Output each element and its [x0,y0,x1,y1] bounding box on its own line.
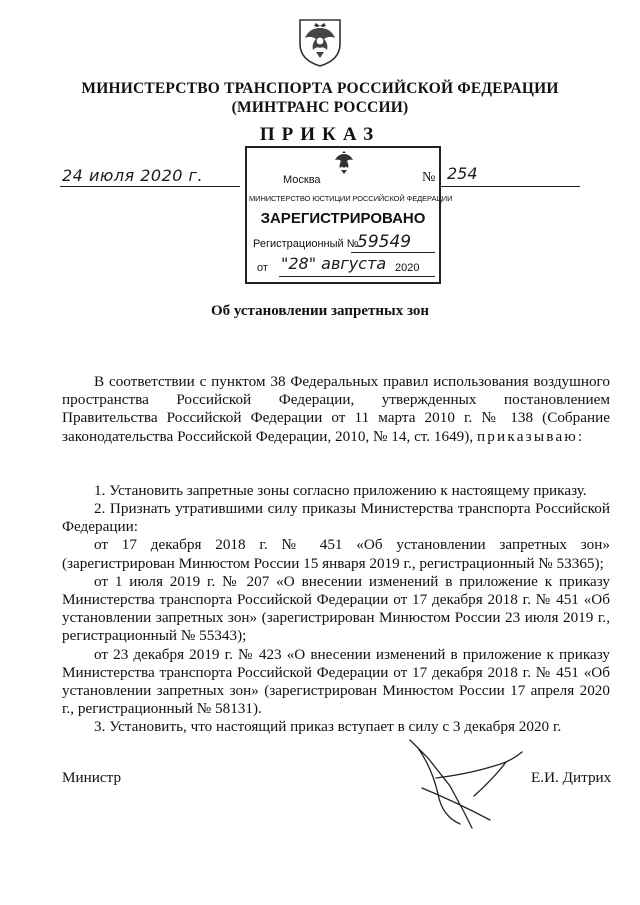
order-word: приказываю: [476,427,585,445]
preamble-text: В соответствии с пунктом 38 Федеральных правил использования воздушного пространства Российской Федерации, утвержденных постановлением Правительства Российской Федерации от 11 марта 2010 г. № 138 (Собрание законодательства Российской Федерации, 2010, № 14, ст. 1649), [62,373,610,445]
stamp-registration-number: 59549 [357,232,412,252]
order-number-label: № [422,170,436,185]
stamp-date: "28" августа [281,254,387,273]
stamp-city: Москва [283,174,321,186]
order-item-2a: от 17 декабря 2018 г. № 451 «Об установлении запретных зон» (зарегистрирован Минюстом России 15 января 2019 г., регистрационный № 53365); [62,536,610,572]
order-item-2: 2. Признать утратившими силу приказы Министерства транспорта Российской Федерации: [62,500,610,536]
stamp-registration-underline [351,252,435,253]
date-underline [60,186,240,187]
preamble-paragraph [62,373,610,446]
coat-of-arms-icon [296,14,344,68]
signer-name: Е.И. Дитрих [531,769,612,786]
stamp-registration-label: Регистрационный № [253,238,359,250]
order-item-1: 1. Установить запретные зоны согласно приложению к настоящему приказу. [94,481,587,499]
stamp-organization: МИНИСТЕРСТВО ЮСТИЦИИ РОССИЙСКОЙ ФЕДЕРАЦИИ [249,194,453,203]
order-subject: Об установлении запретных зон [210,303,430,319]
number-underline [440,186,580,187]
order-item-3: 3. Установить, что настоящий приказ вступает в силу с 3 декабря 2020 г. [94,718,562,736]
stamp-date-prefix: от [257,262,268,274]
order-item-2b: от 1 июля 2019 г. № 207 «О внесении изменений в приложение к приказу Министерства транспорта Российской Федерации от 17 декабря 2018 г. № 451 «Об установлении запретных зон» (зарегистрирован Минюстом России 23 июля 2019 г., регистрационный № 55343); [62,572,610,645]
signature-icon [398,738,528,830]
order-body [62,373,610,737]
stamp-year: 2020 [395,262,420,274]
order-number: 254 [447,164,478,183]
stamp-coat-of-arms-icon [333,151,355,175]
ministry-short-name: (МИНТРАНС РОССИИ) [231,99,409,116]
order-date: 24 июля 2020 г. [62,166,204,185]
order-item-2c: от 23 декабря 2019 г. № 423 «О внесении изменений в приложение к приказу Министерства транспорта Российской Федерации от 17 декабря 2018 г. № 451 «Об установлении запретных зон» (зарегистрирован Минюстом России 17 апреля 2020 г., регистрационный № 58131). [62,645,610,718]
order-title: ПРИКАЗ [259,124,381,145]
stamp-status: ЗАРЕГИСТРИРОВАНО [260,210,426,227]
signer-title: Министр [62,769,122,786]
ministry-name: МИНИСТЕРСТВО ТРАНСПОРТА РОССИЙСКОЙ ФЕДЕРАЦИИ [81,80,559,97]
stamp-date-underline [279,276,435,277]
registration-stamp [245,146,453,284]
